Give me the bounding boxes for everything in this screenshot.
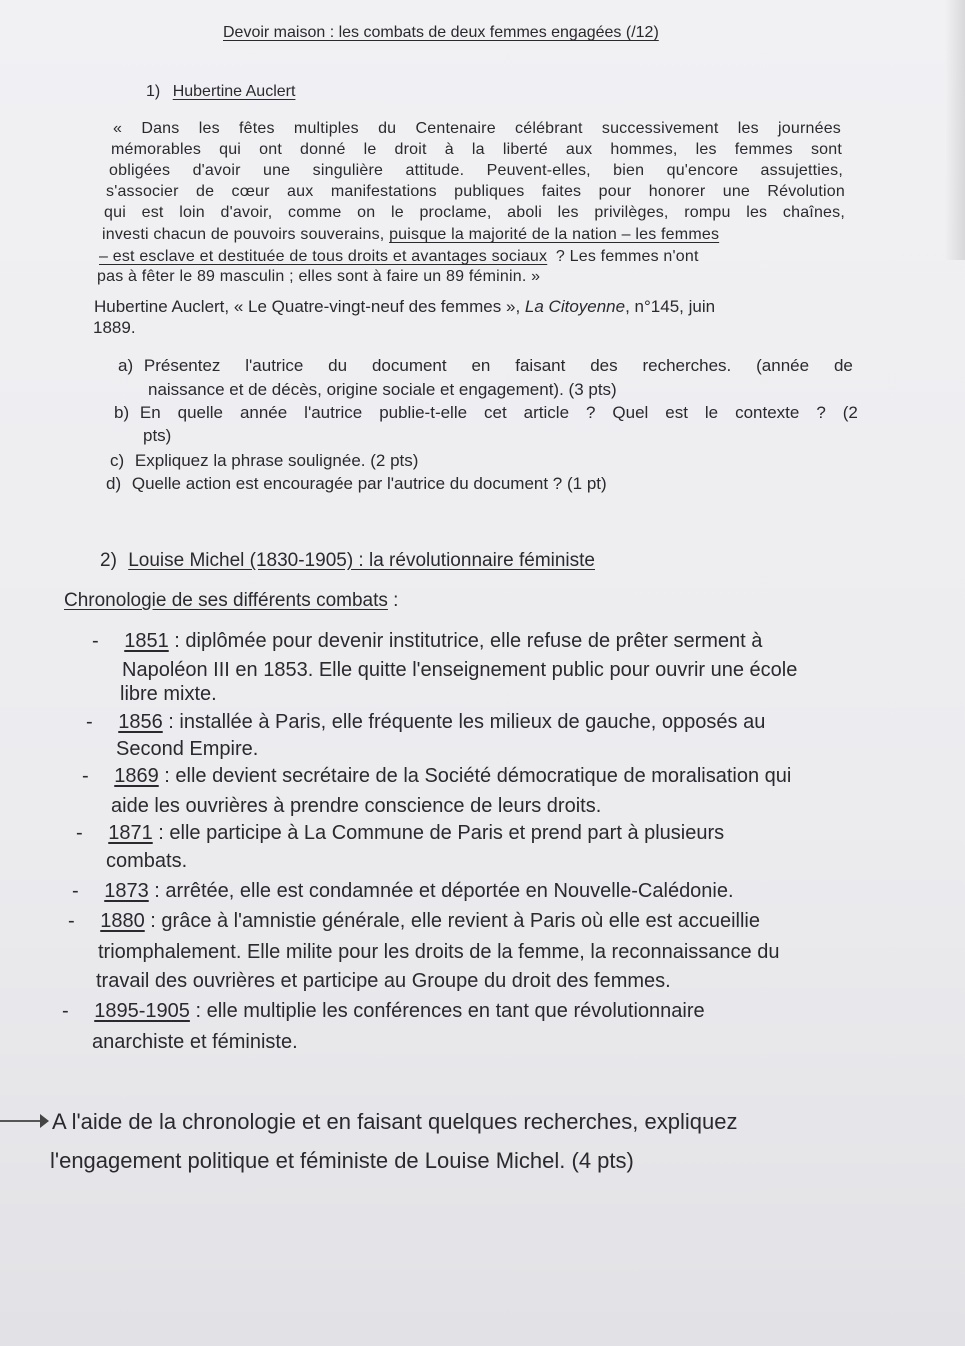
question-c (110, 451, 418, 471)
question-a-line-2: naissance et de décès, origine sociale et engagement). (3 pts) (148, 380, 617, 399)
event-1871-line-2: combats. (106, 850, 188, 872)
question-d (106, 474, 607, 494)
event-text-line-1: : installée à Paris, elle fréquente les milieux de gauche, opposés au (168, 711, 766, 733)
event-year: 1851 (124, 630, 169, 652)
source-issue: , n°145, juin (625, 297, 716, 316)
event-year: 1873 (104, 880, 149, 902)
bullet: - (86, 711, 93, 733)
bullet: - (76, 822, 83, 844)
event-1895-1905 (62, 1000, 705, 1023)
question-c-text: Expliquez la phrase soulignée. (2 pts) (134, 451, 419, 470)
quote-source (94, 297, 715, 317)
chronology-heading-colon: : (387, 590, 399, 611)
event-1880-line-3: travail des ouvrières et participe au Groupe du droit des femmes. (96, 970, 671, 992)
quote-line-6-text: investi chacun de pouvoirs souverains, (102, 226, 385, 243)
event-1851 (92, 630, 762, 653)
section-2-number: 2) (100, 550, 117, 571)
bullet: - (92, 630, 99, 652)
event-1880-line-2: triomphalement. Elle milite pour les droits de la femme, la reconnaissance du (98, 941, 780, 963)
event-year: 1869 (114, 765, 159, 787)
event-year: 1871 (108, 822, 153, 844)
quote-line-7-tail: ? Les femmes n'ont (555, 248, 699, 265)
question-b (114, 403, 858, 423)
chronology-heading (64, 590, 398, 612)
bullet: - (72, 880, 79, 902)
event-year: 1880 (100, 910, 145, 932)
final-task-line-1: A l'aide de la chronologie et en faisant quelques recherches, expliquez (52, 1109, 738, 1134)
section-2-heading (100, 550, 595, 572)
underlined-sentence-part-1: puisque la majorité de la nation – les femmes (389, 226, 720, 243)
section-1-heading (146, 83, 295, 101)
source-journal: La Citoyenne (524, 297, 626, 316)
question-b-line-1: En quelle année l'autrice publie-t-elle cet article ? Quel est le contexte ? (2 (139, 403, 858, 422)
source-year: 1889. (93, 318, 136, 337)
event-1880 (68, 910, 760, 933)
bullet: - (68, 910, 75, 932)
source-author-title: Hubertine Auclert, « Le Quatre-vingt-neuf des femmes », (94, 297, 521, 316)
event-text-line-1: : elle multiplie les conférences en tant que révolutionnaire (195, 1000, 705, 1022)
quote-line-7 (99, 248, 699, 266)
event-text-line-1: : elle participe à La Commune de Paris et prend part à plusieurs (158, 822, 725, 844)
event-text-line-1: : diplômée pour devenir institutrice, elle refuse de prêter serment à (174, 630, 763, 652)
event-year: 1895-1905 (94, 1000, 190, 1022)
section-1-number: 1) (146, 83, 161, 100)
event-1851-line-3: libre mixte. (120, 683, 217, 705)
quote-line-1: « Dans les fêtes multiples du Centenaire célébrant successivement les journées (113, 120, 841, 137)
event-1851-line-2: Napoléon III en 1853. Elle quitte l'enseignement public pour ouvrir une école (122, 659, 798, 681)
question-b-line-2: pts) (143, 426, 172, 445)
quote-line-5: qui est loin d'avoir, comme on le proclame, aboli les privilèges, rompu les chaînes, (104, 204, 845, 221)
quote-line-2: mémorables qui ont donné le droit à la liberté aux hommes, les femmes sont (111, 141, 842, 158)
question-d-text: Quelle action est encouragée par l'autrice du document ? (1 pt) (131, 474, 607, 493)
question-a-label: a) (118, 356, 134, 375)
event-1856 (86, 711, 765, 734)
question-a (118, 356, 853, 376)
quote-line-3: obligées d'avoir une singulière attitude. Peuvent-elles, bien qu'encore assujetties, (109, 162, 843, 179)
quote-line-6 (102, 226, 719, 244)
page-title: Devoir maison : les combats de deux femmes engagées (/12) (223, 24, 659, 41)
section-2-title: Louise Michel (1830-1905) : la révolutionnaire féministe (128, 550, 595, 571)
question-b-label: b) (114, 403, 130, 422)
arrow-line (0, 1120, 42, 1122)
event-1873 (72, 880, 734, 903)
section-1-title: Hubertine Auclert (172, 83, 296, 100)
event-1871 (76, 822, 724, 845)
event-text-line-1: : arrêtée, elle est condamnée et déportée en Nouvelle-Calédonie. (154, 880, 734, 902)
final-task-line-2: l'engagement politique et féministe de Louise Michel. (4 pts) (50, 1148, 634, 1173)
chronology-heading-text: Chronologie de ses différents combats (64, 590, 388, 611)
underlined-sentence-part-2: – est esclave et destituée de tous droits et avantages sociaux (99, 248, 548, 265)
event-text-line-1: : grâce à l'amnistie générale, elle revient à Paris où elle est accueillie (150, 910, 760, 932)
question-d-label: d) (106, 474, 122, 493)
event-1856-line-2: Second Empire. (116, 738, 259, 760)
bullet: - (62, 1000, 69, 1022)
question-c-label: c) (110, 451, 125, 470)
event-1869 (82, 765, 791, 788)
arrow-icon (40, 1114, 49, 1128)
quote-line-4: s'associer de cœur aux manifestations publiques faites pour honorer une Révolution (106, 183, 845, 200)
question-a-line-1: Présentez l'autrice du document en faisant des recherches. (année de (143, 356, 853, 375)
event-year: 1856 (118, 711, 163, 733)
event-1895-1905-line-2: anarchiste et féministe. (92, 1031, 298, 1053)
quote-line-8: pas à fêter le 89 masculin ; elles sont à faire un 89 féminin. » (97, 268, 541, 285)
event-1869-line-2: aide les ouvrières à prendre conscience de leurs droits. (111, 795, 602, 817)
bullet: - (82, 765, 89, 787)
event-text-line-1: : elle devient secrétaire de la Société démocratique de moralisation qui (164, 765, 792, 787)
